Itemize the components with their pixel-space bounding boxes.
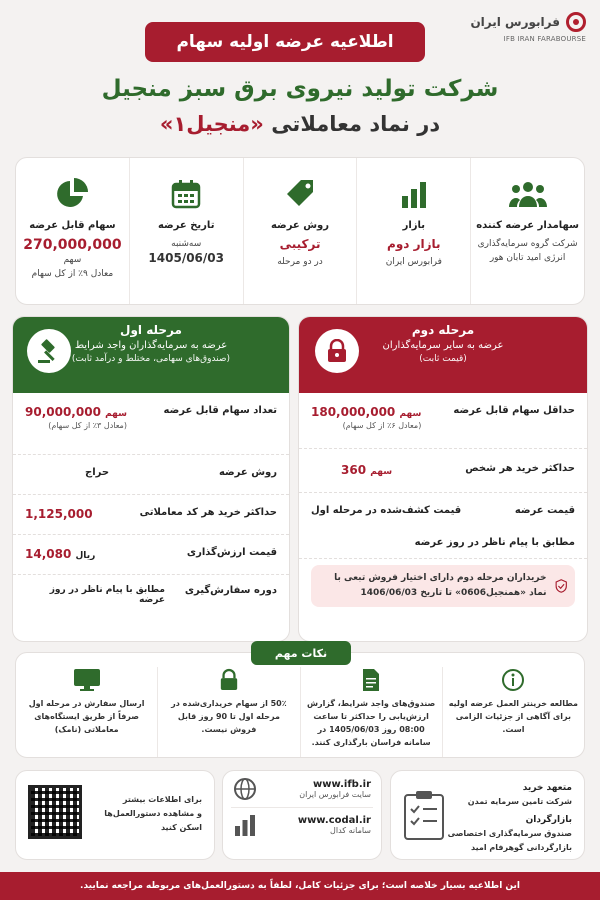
stage-one-price-value: 14,080 xyxy=(25,547,72,561)
notes-title: نکات مهم xyxy=(251,641,351,665)
stage-two-price-value: قیمت کشف‌شده در مرحله اول xyxy=(311,505,462,516)
stage-one-subtitle: عرضه به سرمایه‌گذاران واجد شرایط xyxy=(74,340,228,351)
brand-name-en: IFB IRAN FARABOURSE xyxy=(503,35,586,43)
bar-chart-icon xyxy=(361,176,466,212)
underwriter-heading: متعهد خرید xyxy=(522,783,572,793)
stage-one-max-row xyxy=(13,495,289,535)
stage-two-subtitle: عرضه به سایر سرمایه‌گذاران xyxy=(382,340,504,351)
announcement-banner: اطلاعیه عرضه اولیه سهام xyxy=(145,22,425,62)
market-note: فرابورس ایران xyxy=(385,257,442,267)
stage-one-count-label: تعداد سهام قابل عرضه xyxy=(163,405,277,416)
symbol-title xyxy=(0,112,600,136)
info-shareholder xyxy=(470,158,584,304)
stage-two-note: (قیمت ثابت) xyxy=(419,354,467,364)
stage-one-period-value: مطابق با پیام ناظر در روز عرضه xyxy=(49,585,165,605)
shareholder-value: شرکت گروه سرمایه‌گذاری انرژی امید تابان هور xyxy=(477,239,578,263)
stage-one-header xyxy=(13,317,289,393)
stage-one-method-value: حراج xyxy=(85,467,110,478)
note-text-4: ارسال سفارش در مرحله اول صرفاً از طریق ایستگاه‌های معاملاتی (نامک) xyxy=(28,699,145,734)
shares-label: سهام قابل عرضه xyxy=(29,220,116,231)
stage-two-max-label: حداکثر خرید هر شخص xyxy=(465,463,575,474)
calendar-icon xyxy=(134,176,239,212)
stage-one-period-row xyxy=(13,575,289,623)
info-shares xyxy=(16,158,129,304)
date-label: تاریخ عرضه xyxy=(157,220,215,231)
market-maker-heading: بازارگردان xyxy=(525,815,572,825)
offer-info-card xyxy=(15,157,585,305)
document-icon xyxy=(307,667,436,693)
ifb-label: سایت فرابورس ایران xyxy=(299,790,371,799)
pie-chart-icon xyxy=(20,176,125,212)
ifb-logo-icon xyxy=(566,12,586,32)
info-icon xyxy=(449,667,578,693)
shares-value: 270,000,000 xyxy=(23,237,122,253)
underwriter-name: شرکت تامین سرمایه تمدن xyxy=(467,797,572,806)
stage-two-min-value: 180,000,000 xyxy=(311,405,396,419)
note-item xyxy=(16,667,157,757)
info-method xyxy=(243,158,357,304)
shares-unit: سهم xyxy=(63,255,82,265)
stage-two-period-value: مطابق با پیام ناظر در روز عرضه xyxy=(414,537,575,548)
market-maker-name: صندوق سرمایه‌گذاری اختصاصی بازارگردانی گوهرفام امید xyxy=(447,829,572,852)
websites-box xyxy=(222,770,382,860)
tag-icon xyxy=(248,176,353,212)
note-item xyxy=(157,667,299,757)
symbol-prefix: در نماد معاملاتی xyxy=(271,112,441,136)
qr-text-2: و مشاهده دستورالعمل‌ها xyxy=(104,809,202,818)
stage-one-count-value: 90,000,000 xyxy=(25,405,101,419)
stage-one-max-label: حداکثر خرید هر کد معاملاتی xyxy=(139,507,277,518)
stage-two-panel xyxy=(298,316,588,642)
footer-disclaimer: این اطلاعیه بسیار خلاصه است؛ برای جزئیات کامل، لطفاً به دستورالعمل‌های مربوطه مراجعه نمایید. xyxy=(0,872,600,900)
stage-one-count-row xyxy=(13,393,289,455)
stage-two-min-label: حداقل سهام قابل عرضه xyxy=(453,405,575,416)
site-codal[interactable] xyxy=(223,808,381,838)
method-note: در دو مرحله xyxy=(277,257,323,267)
stage-two-tip xyxy=(311,565,575,607)
brand-name: فرابورس ایران xyxy=(470,15,560,29)
globe-icon xyxy=(233,777,257,801)
company-title: شرکت تولید نیروی برق سبز منجیل xyxy=(101,76,499,102)
symbol-name: «منجیل۱» xyxy=(159,112,264,136)
stage-two-min-row xyxy=(299,393,587,449)
stage-one-count-unit: سهم xyxy=(105,409,127,419)
qr-text-1: برای اطلاعات بیشتر xyxy=(122,795,202,804)
stage-one-count-note: (معادل ۳٪ از کل سهام) xyxy=(48,421,127,430)
monitor-icon xyxy=(22,667,151,693)
ifb-url[interactable]: www.ifb.ir xyxy=(313,779,371,790)
stage-two-price-label: قیمت عرضه xyxy=(514,505,575,516)
stage-two-min-note: (معادل ۶٪ از کل سهام) xyxy=(342,421,422,430)
stage-two-header xyxy=(299,317,587,393)
codal-label: سامانه کدال xyxy=(330,826,371,835)
note-text-1: مطالعه خرینتر العمل عرضه اولیه برای آگاهی از جزئیات الزامی است. xyxy=(448,699,578,734)
qr-instructions xyxy=(87,793,202,835)
group-icon xyxy=(475,176,580,212)
stage-two-max-row xyxy=(299,449,587,493)
note-item xyxy=(442,667,584,757)
site-ifb[interactable] xyxy=(223,771,381,803)
stage-two-max-value: 360 xyxy=(341,463,367,477)
date-day: سه‌شنبه xyxy=(171,239,202,249)
stage-one-price-row xyxy=(13,535,289,575)
method-value: ترکیبی xyxy=(279,237,321,251)
stage-one-max-value: 1,125,000 xyxy=(25,507,93,521)
clipboard-icon xyxy=(403,789,445,844)
stage-one-method-row xyxy=(13,455,289,495)
market-label: بازار xyxy=(402,220,426,231)
stage-one-period-label: دوره سفارش‌گیری xyxy=(184,585,277,596)
stage-one-title: مرحله اول xyxy=(120,323,182,337)
stage-one-note: (صندوق‌های سهامی، مختلط و درآمد ثابت) xyxy=(71,354,231,364)
method-label: روش عرضه xyxy=(270,220,330,231)
qr-box xyxy=(15,770,215,860)
stage-two-tip-text: خریداران مرحله دوم دارای اختیار فروش تبعی با نماد «همنجیل0606» تا تاریخ 1406/06/03 xyxy=(334,573,547,598)
shareholder-label: سهامدار عرضه کننده xyxy=(476,220,579,231)
lock-icon xyxy=(315,329,359,373)
lock-icon xyxy=(164,667,293,693)
important-notes xyxy=(15,646,585,758)
brand xyxy=(466,12,586,52)
chart-icon xyxy=(233,814,257,836)
shield-check-icon xyxy=(555,574,567,598)
stage-two-title: مرحله دوم xyxy=(411,323,475,337)
date-value: 1405/06/03 xyxy=(148,251,224,265)
stage-one-price-unit: ریال xyxy=(75,551,96,561)
market-value: بازار دوم xyxy=(387,237,441,251)
qr-text-3: اسکن کنید xyxy=(160,823,202,832)
stage-one-panel xyxy=(12,316,290,642)
stage-one-method-label: روش عرضه xyxy=(218,467,277,478)
note-item xyxy=(300,667,442,757)
shares-note: معادل ۹٪ از کل سهام xyxy=(31,269,114,279)
stage-two-min-unit: سهم xyxy=(399,409,422,419)
codal-url[interactable]: www.codal.ir xyxy=(297,815,371,826)
stage-two-period-row xyxy=(299,529,587,559)
note-text-3: 50٪ از سهام خریداری‌شده در مرحله اول تا 90 روز قابل فروش نیست. xyxy=(171,699,287,734)
stage-two-price-row xyxy=(299,493,587,529)
info-market xyxy=(356,158,470,304)
info-date xyxy=(129,158,243,304)
gavel-icon xyxy=(27,329,71,373)
note-text-2: صندوق‌های واجد شرایط، گزارش ارزش‌یابی را حداکثر تا ساعت 08:00 روز 1405/06/03 در سامانه فراسان بارگذاری کنند. xyxy=(306,699,436,747)
underwriter-box xyxy=(390,770,585,860)
stage-two-max-unit: سهم xyxy=(370,467,393,477)
stage-one-price-label: قیمت ارزش‌گذاری xyxy=(186,547,277,558)
qr-code[interactable] xyxy=(28,785,82,839)
